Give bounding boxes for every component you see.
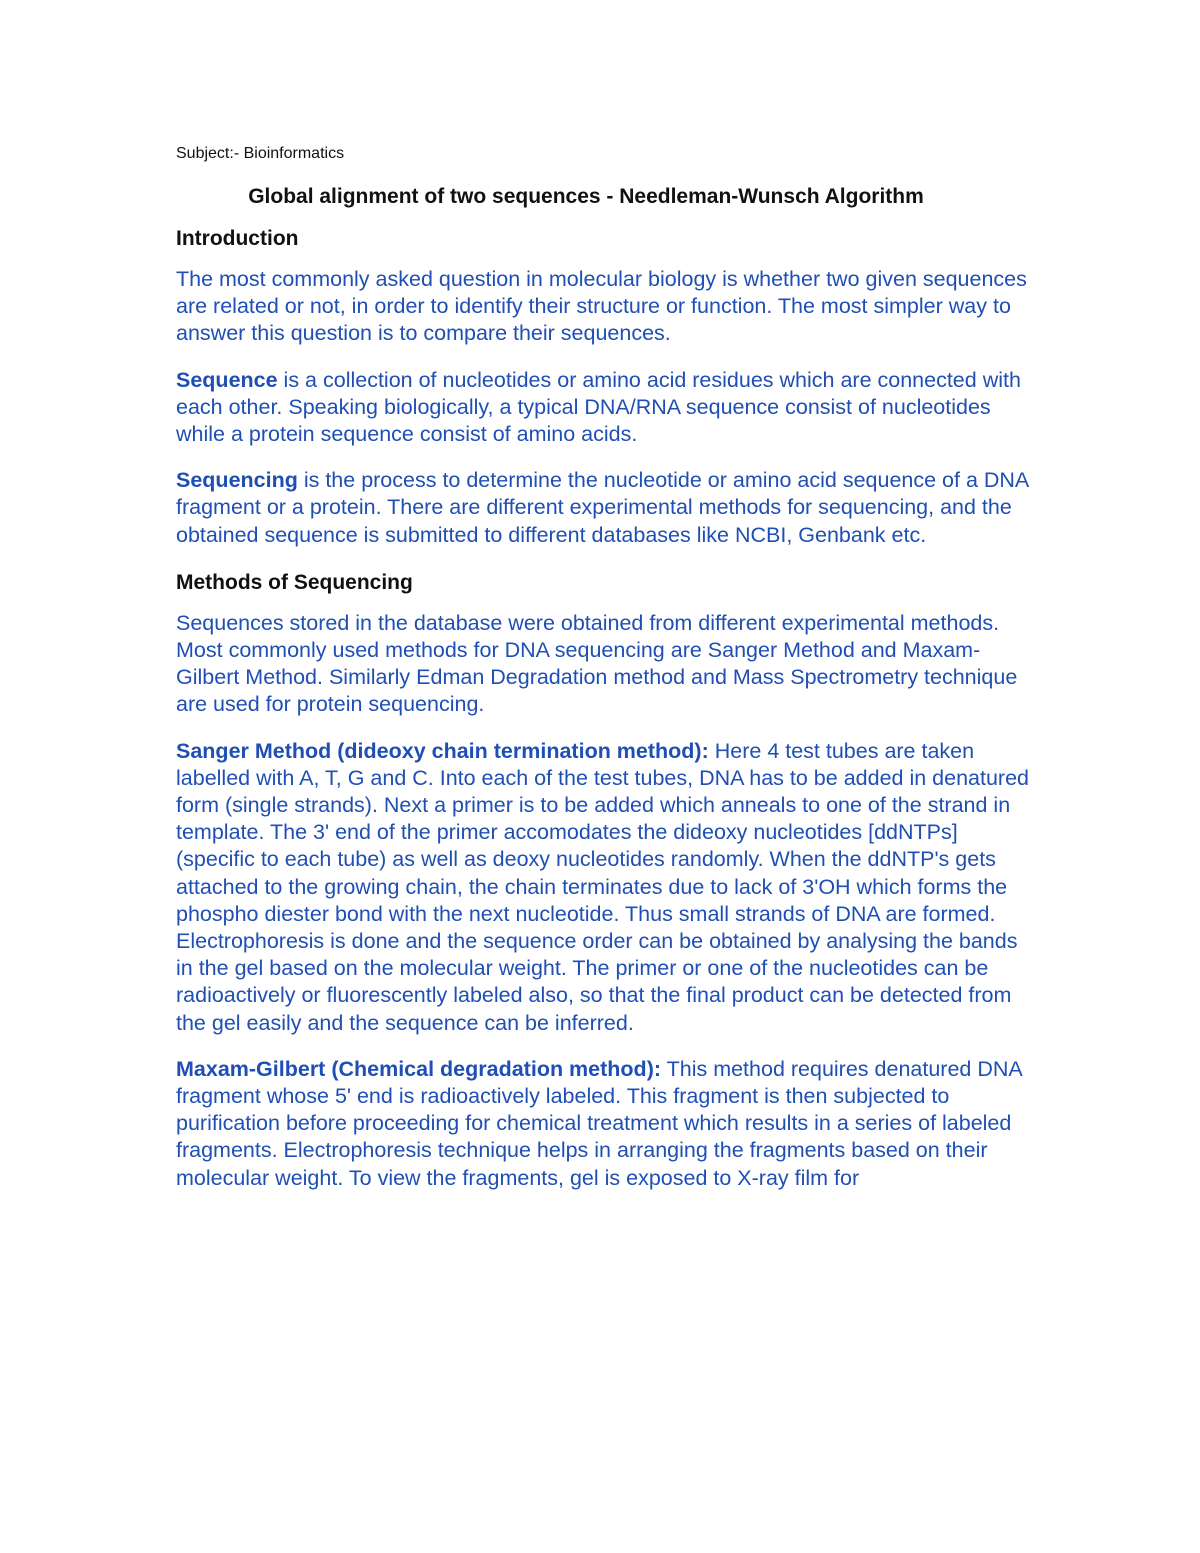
subject-line: Subject:- Bioinformatics <box>176 145 345 162</box>
page-title: Global alignment of two sequences - Needleman-Wunsch Algorithm <box>248 185 924 208</box>
sanger-method-paragraph <box>176 738 1036 1037</box>
sequencing-term: Sequencing <box>176 468 298 493</box>
sanger-method-text: Here 4 test tubes are taken labelled with A, T, G and C. Into each of the test tubes, DNA has to be added in denatured form (single strands). Next a primer is to be added which anneals to one of the strand in template. The 3' end of the primer accomodates the dideoxy nucleotides [ddNTPs] (specific to each tube) as well as deoxy nucleotides randomly. When the ddNTP's gets attached to the growing chain, the chain terminates due to lack of 3'OH which forms the phospho diester bond with the next nucleotide. Thus small strands of DNA are formed. Electrophoresis is done and the sequence order can be obtained by analysing the bands in the gel based on the molecular weight. The primer or one of the nucleotides can be radioactively or fluorescently labeled also, so that the final product can be detected from the gel easily and the sequence can be inferred. <box>176 738 1029 1035</box>
methods-paragraph: Sequences stored in the database were obtained from different experimental methods. Most commonly used methods for DNA sequencing are Sanger Method and Maxam-Gilbert Method. Similarly Edman Degradation method and Mass Spectrometry technique are used for protein sequencing. <box>176 610 1018 717</box>
maxam-gilbert-paragraph <box>176 1056 1036 1192</box>
sequencing-definition-paragraph <box>176 467 1036 549</box>
document-page <box>176 140 1036 1211</box>
sequencing-definition-text: is the process to determine the nucleotide or amino acid sequence of a DNA fragment or a protein. There are different experimental methods for sequencing, and the obtained sequence is submitted to different databases like NCBI, Genbank etc. <box>176 468 1029 547</box>
introduction-paragraph: The most commonly asked question in molecular biology is whether two given sequences are related or not, in order to identify their structure or function. The most simpler way to answer this question is to compare their sequences. <box>176 267 1027 346</box>
sequence-definition-paragraph <box>176 367 1036 449</box>
maxam-gilbert-text: This method requires denatured DNA fragment whose 5' end is radioactively labeled. This fragment is then subjected to purification before proceeding for chemical treatment which results in a series of labeled fragments. Electrophoresis technique helps in arranging the fragments based on their molecular weight. To view the fragments, gel is exposed to X-ray film for <box>176 1056 1022 1190</box>
methods-heading: Methods of Sequencing <box>176 570 413 594</box>
sanger-method-term: Sanger Method (dideoxy chain termination method): <box>176 738 709 763</box>
introduction-heading: Introduction <box>176 227 299 250</box>
sequence-definition-text: is a collection of nucleotides or amino acid residues which are connected with each other. Speaking biologically, a typical DNA/RNA sequence consist of nucleotides while a protein sequence consist of amino acids. <box>176 367 1021 447</box>
sequence-term: Sequence <box>176 367 278 392</box>
maxam-gilbert-term: Maxam-Gilbert (Chemical degradation method): <box>176 1056 662 1081</box>
